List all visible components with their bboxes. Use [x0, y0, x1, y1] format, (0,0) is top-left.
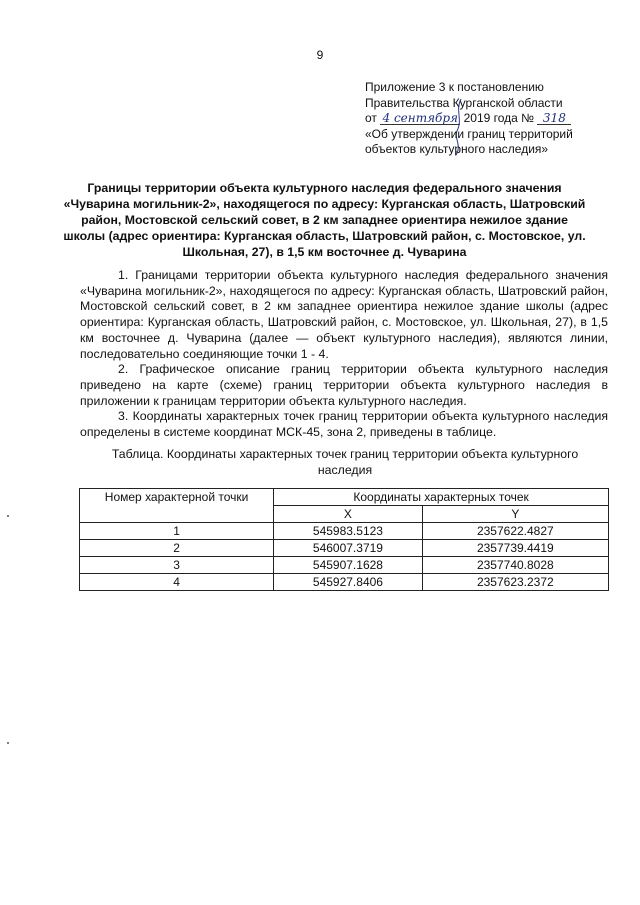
header-x: X	[274, 506, 422, 523]
document-heading: Границы территории объекта культурного наследия федерального значения «Чуварина могильник-2», находящегося по адресу: Курганская область, Шатровский район, Мостовской сельский совет, в 2 км западнее ориентира нежилое здание школы (адрес ориентира: Курганская область, Шатровский район, с. Мостовское, ул. Школьная, 27), в 1,5 км восточнее д. Чуварина	[63, 181, 586, 259]
header-point-number: Номер характерной точки	[80, 489, 274, 523]
handwritten-date: 4 сентября	[380, 112, 460, 125]
paragraph-3: 3. Координаты характерных точек границ территории объекта культурного наследия определены в системе координат МСК-45, зона 2, приведены в таблице.	[80, 409, 608, 440]
table-row	[80, 523, 609, 540]
coordinates-table	[79, 488, 609, 591]
cell-x: 545907.1628	[274, 557, 422, 574]
page-number: 9	[316, 48, 324, 62]
handwritten-number: 318	[537, 112, 571, 125]
date-prefix: от	[365, 111, 377, 125]
appendix-line-2: Правительства Курганской области	[365, 95, 563, 110]
scan-speck	[7, 515, 9, 517]
cell-point: 2	[80, 540, 274, 557]
cell-y: 2357622.4827	[422, 523, 608, 540]
cell-x: 545983.5123	[274, 523, 422, 540]
cell-point: 4	[80, 574, 274, 591]
table-row	[80, 540, 609, 557]
header-y: Y	[422, 506, 608, 523]
paragraph-1: 1. Границами территории объекта культурного наследия федерального значения «Чуварина могильник-2», находящегося по адресу: Курганская область, Шатровский район, Мостовской сельский совет, в 2 км западнее ориентира нежилое здание школы (адрес ориентира: Курганская область, Шатровский район, с. Мостовское, ул. Школьная, 27), в 1,5 км восточнее д. Чуварина (далее — объект культурного наследия), являются линии, последовательно соединяющие точки 1 - 4.	[80, 268, 608, 361]
table-row	[80, 557, 609, 574]
year-text: 2019 года №	[463, 111, 535, 125]
paragraph-2: 2. Графическое описание границ территории объекта культурного наследия приведено на карте (схеме) границ территории объекта культурного наследия в приложении к границам территории объекта культурного наследия.	[80, 362, 608, 408]
header-coordinates: Координаты характерных точек	[274, 489, 609, 506]
cell-x: 546007.3719	[274, 540, 422, 557]
cell-y: 2357623.2372	[422, 574, 608, 591]
appendix-line-5: объектов культурного наследия»	[365, 142, 549, 156]
appendix-line-1: Приложение 3 к постановлению	[365, 80, 544, 94]
cell-y: 2357739.4419	[422, 540, 608, 557]
cell-point: 1	[80, 523, 274, 540]
appendix-block	[365, 80, 615, 158]
cell-point: 3	[80, 557, 274, 574]
appendix-line-4: «Об утверждении границ территорий	[365, 126, 573, 141]
scan-speck	[7, 742, 9, 744]
table-row	[80, 574, 609, 591]
cell-x: 545927.8406	[274, 574, 422, 591]
appendix-date-line	[365, 111, 615, 127]
cell-y: 2357740.8028	[422, 557, 608, 574]
body-text	[80, 268, 608, 441]
table-caption: Таблица. Координаты характерных точек границ территории объекта культурного наследия	[111, 447, 579, 477]
